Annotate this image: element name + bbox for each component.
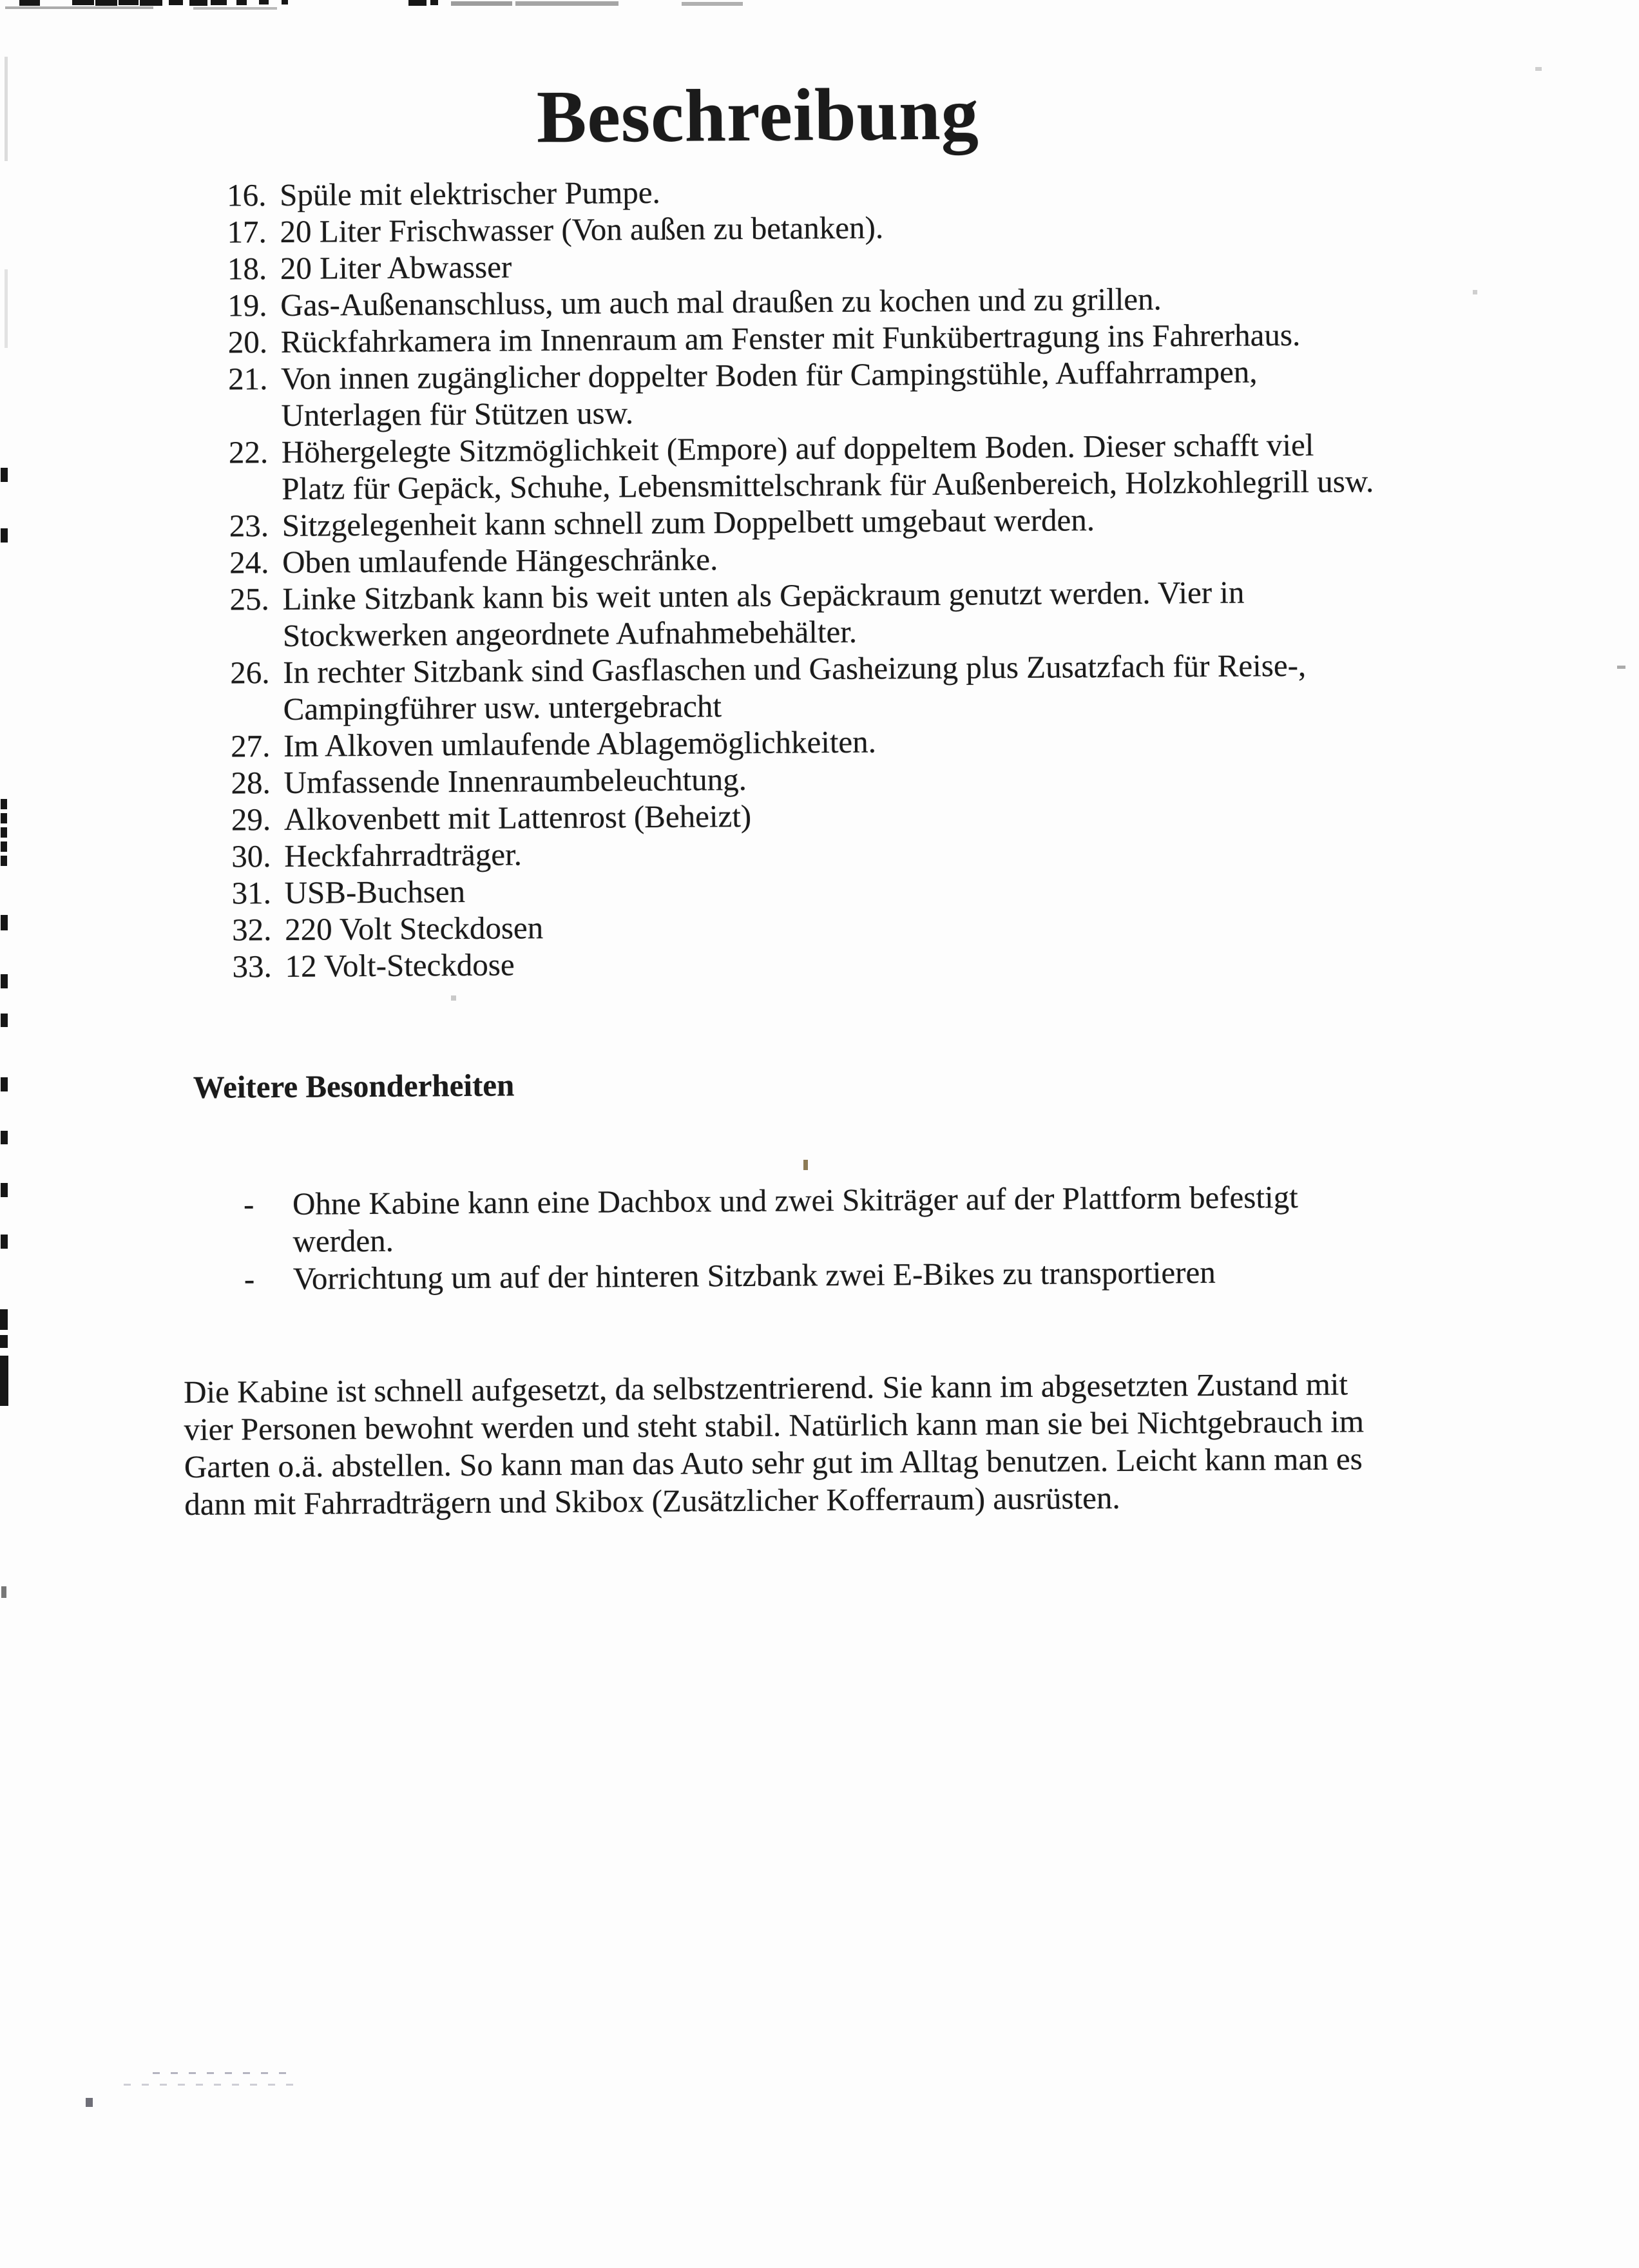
list-item-number: 22. [228, 434, 269, 470]
list-item-number: 29. [231, 802, 271, 838]
list-item-number: 30. [231, 838, 271, 874]
list-item-text: 220 Volt Steckdosen [284, 910, 544, 947]
list-item-text: Spüle mit elektrischer Pumpe. [279, 174, 660, 213]
list-item-text: 20 Liter Abwasser [280, 249, 512, 286]
list-item [229, 573, 1375, 654]
list-item-text: 20 Liter Frischwasser (Von außen zu betanken). [280, 209, 884, 249]
bullet-text: Ohne Kabine kann eine Dachbox und zwei Skiträger auf der Plattform befestigt werden. [292, 1178, 1298, 1259]
list-item-number: 31. [231, 875, 272, 911]
list-item-number: 18. [227, 251, 267, 287]
scan-artifact [0, 1356, 8, 1406]
scan-artifact [1, 1235, 8, 1249]
bullet-text: Vorrichtung um auf der hinteren Sitzbank zwei E-Bikes zu transportieren [292, 1254, 1216, 1296]
bullet-list [244, 1178, 1299, 1298]
list-item-text: Linke Sitzbank kann bis weit unten als Gepäckraum genutzt werden. Vier in Stockwerken angeordnete Aufnahmebehälter. [282, 574, 1245, 653]
scan-artifact [1, 1131, 8, 1144]
list-item-number: 23. [229, 508, 269, 544]
list-item-text: Höhergelegte Sitzmöglichkeit (Empore) auf doppeltem Boden. Dieser schafft viel Platz für Gepäck, Schuhe, Lebensmittelschrank für Außenbereich, Holzkohlegrill usw. [281, 427, 1374, 506]
list-item-number: 16. [226, 177, 267, 213]
list-item-number: 26. [230, 655, 270, 691]
scan-artifact [1, 1586, 6, 1598]
bullet-item [244, 1253, 1299, 1298]
list-item-text: Im Alkoven umlaufende Ablagemöglichkeiten. [283, 724, 877, 764]
list-item [232, 940, 1377, 985]
list-item-text: Von innen zugänglicher doppelter Boden für Campingstühle, Auffahrrampen, Unterlagen für Stützen usw. [280, 354, 1258, 433]
scan-artifact [1, 1077, 8, 1091]
list-item-number: 17. [227, 214, 267, 250]
bullet-item [244, 1178, 1298, 1260]
scan-artifact [0, 1335, 8, 1348]
list-item-text: Umfassende Innenraumbeleuchtung. [283, 761, 747, 800]
feature-list [227, 169, 1377, 985]
list-item-number: 24. [229, 544, 269, 581]
scan-artifact [0, 1309, 8, 1330]
scan-artifact [1, 1183, 8, 1197]
list-item-number: 20. [227, 324, 268, 360]
list-item [230, 646, 1375, 727]
list-item-number: 32. [231, 912, 272, 948]
bullet-dash: - [243, 1186, 254, 1222]
list-item-number: 21. [227, 361, 268, 397]
list-item-text: USB-Buchsen [284, 873, 466, 910]
list-item-number: 19. [227, 287, 267, 323]
list-item-text: Heckfahrradträger. [284, 836, 522, 874]
list-item-text: Oben umlaufende Hängeschränke. [282, 541, 718, 580]
subsection-heading: Weitere Besonderheiten [193, 1067, 515, 1105]
list-item-text: In rechter Sitzbank sind Gasflaschen und Gasheizung plus Zusatzfach für Reise-, Campingführer usw. untergebracht [283, 647, 1307, 727]
list-item-number: 33. [232, 948, 272, 985]
page-title: Beschreibung [536, 73, 980, 159]
list-item-text: 12 Volt-Steckdose [285, 947, 515, 984]
closing-paragraph [184, 1365, 1365, 1523]
list-item-text: Sitzgelegenheit kann schnell zum Doppelbett umgebaut werden. [282, 502, 1095, 543]
list-item-text: Rückfahrkamera im Innenraum am Fenster mit Funkübertragung ins Fahrerhaus. [280, 316, 1301, 360]
list-item-number: 27. [230, 728, 271, 764]
list-item-number: 28. [231, 765, 271, 801]
list-item-text: Gas-Außenanschluss, um auch mal draußen zu kochen und zu grillen. [280, 281, 1162, 323]
list-item-text: Alkovenbett mit Lattenrost (Beheizt) [283, 798, 752, 837]
list-item [228, 352, 1374, 434]
closing-paragraph-text: Die Kabine ist schnell aufgesetzt, da selbstzentrierend. Sie kann im abgesetzten Zustand mit vier Personen bewohnt werden und steht stabil. Natürlich kann man sie bei Nichtgebrauch im Garten o.ä. abstellen. So kann man das Auto sehr gut im Alltag benutzen. Leicht kann man es dann mit Fahrradträgern und Skibox (Zusätzlicher Kofferraum) ausrüsten. [183, 1366, 1365, 1523]
list-item [229, 426, 1374, 507]
bullet-dash: - [244, 1261, 255, 1297]
list-item-number: 25. [229, 581, 269, 617]
